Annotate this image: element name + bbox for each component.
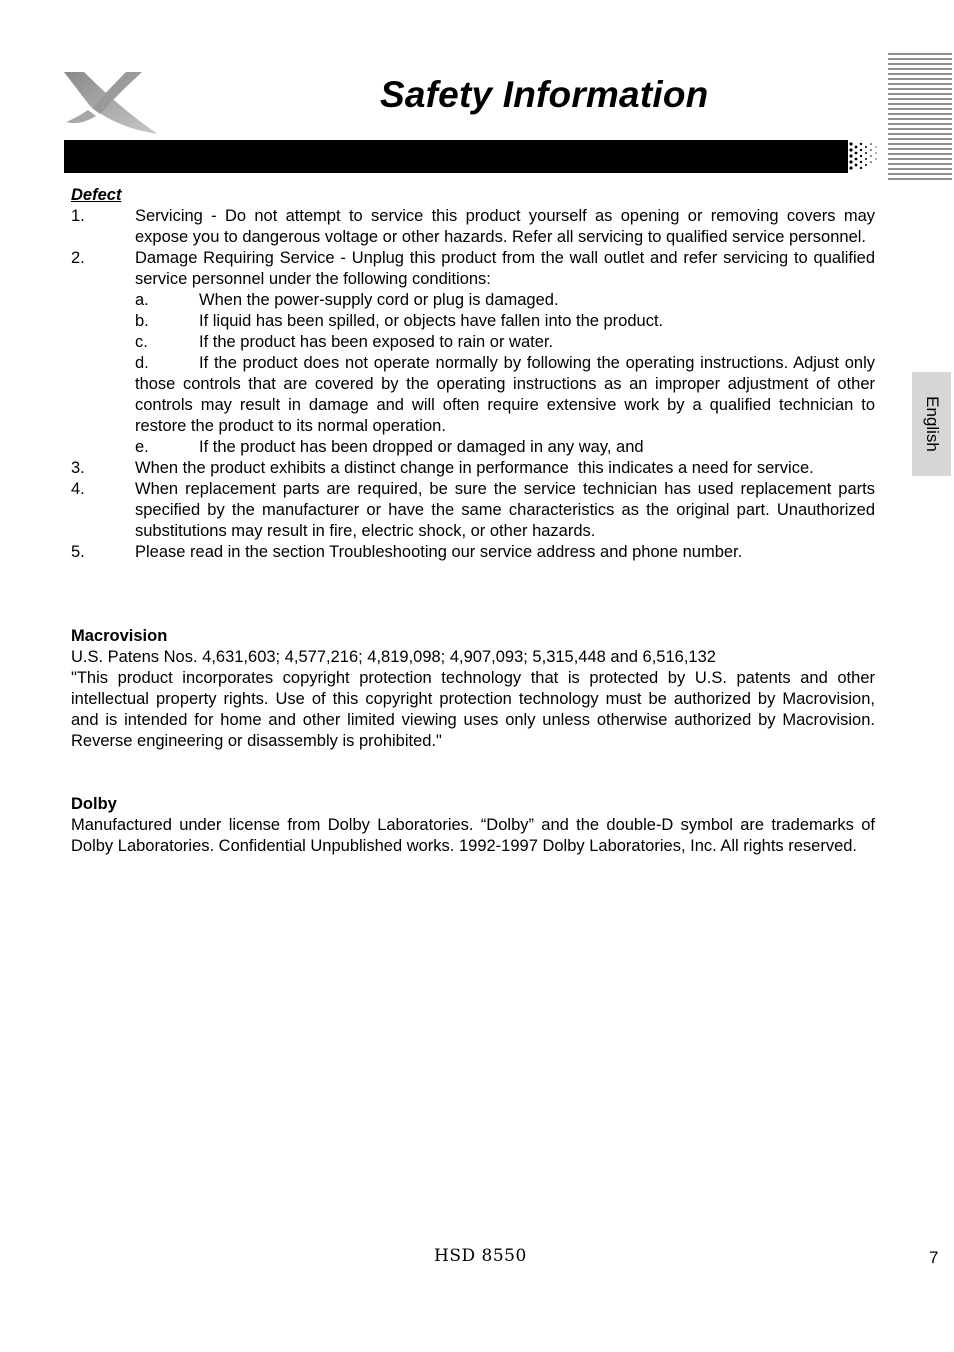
sub-list-item-text: If the product has been dropped or damaged in any way, and [199,438,644,456]
main-content [71,185,875,857]
list-item [71,206,875,248]
page-number: 7 [929,1248,939,1267]
sub-list-item-letter: d. [135,354,149,372]
sub-list-item-text: If the product has been exposed to rain or water. [199,333,554,351]
list-item [71,479,875,542]
x-brand-logo-icon [62,70,162,138]
sub-list-item-text: If liquid has been spilled, or objects have fallen into the product. [199,312,664,330]
language-tab-label: English [922,396,942,452]
sub-list-item-letter: a. [135,291,149,309]
list-item-number: 3. [71,459,85,477]
list-item-text: Servicing - Do not attempt to service this product yourself as opening or removing covers may expose you to dangerous voltage or other hazards. Refer all servicing to qualified service personnel. [135,207,875,246]
sub-list-item [71,290,875,311]
sub-list-item [71,437,875,458]
list-item-number: 5. [71,543,85,561]
list-item-text: Please read in the section Troubleshooting our service address and phone number. [135,543,743,561]
decorative-lines [888,52,952,182]
macrovision-heading: Macrovision [71,627,168,645]
list-item-text: When replacement parts are required, be sure the service technician has used replacement parts specified by the manufacturer or have the same characteristics as the original part. Unauthorized substitutions may result in fire, electric shock, or other hazards. [135,480,875,540]
sub-list-item-letter: c. [135,333,148,351]
macrovision-body: "This product incorporates copyright protection technology that is protected by U.S. patents and other intellectual property rights. Use of this copyright protection technology must be authorized by Macrovision, and is intended for home and other limited viewing uses only unless otherwise authorized by Macrovision. Reverse engineering or disassembly is prohibited." [71,669,875,750]
sub-list-item [71,353,875,437]
sub-list-item-text: If the product does not operate normally by following the operating instructions. Adjust only those controls that are covered by the operating instructions as an improper adjustment of other controls may result in damage and will often require extensive work by a qualified technician to restore the product to its normal operation. [135,354,875,435]
list-item [71,542,875,563]
list-item [71,458,875,479]
sub-list-item-letter: b. [135,312,149,330]
sub-list-item [71,311,875,332]
language-tab[interactable] [912,372,951,476]
header-bar [64,140,882,173]
dolby-heading: Dolby [71,795,117,813]
list-item-number: 1. [71,207,85,225]
list-item-text: Damage Requiring Service - Unplug this product from the wall outlet and refer servicing to qualified service personnel under the following conditions: [135,249,875,288]
dolby-body: Manufactured under license from Dolby Laboratories. “Dolby” and the double-D symbol are trademarks of Dolby Laboratories. Confidential Unpublished works. 1992-1997 Dolby Laboratories, Inc. All rights reserved. [71,816,875,855]
defect-heading: Defect [71,186,122,204]
sub-list-item [71,332,875,353]
list-item-number: 4. [71,480,85,498]
list-item-number: 2. [71,249,85,267]
page-title: Safety Information [380,74,709,115]
macrovision-patents: U.S. Patens Nos. 4,631,603; 4,577,216; 4,819,098; 4,907,093; 5,315,448 and 6,516,132 [71,648,716,666]
halftone-dots-decoration [842,140,882,173]
sub-list-item-text: When the power-supply cord or plug is damaged. [199,291,559,309]
list-item [71,248,875,290]
sub-list-item-letter: e. [135,438,149,456]
model-name: HSD 8550 [434,1246,527,1266]
list-item-text: When the product exhibits a distinct change in performance this indicates a need for service. [135,459,814,477]
